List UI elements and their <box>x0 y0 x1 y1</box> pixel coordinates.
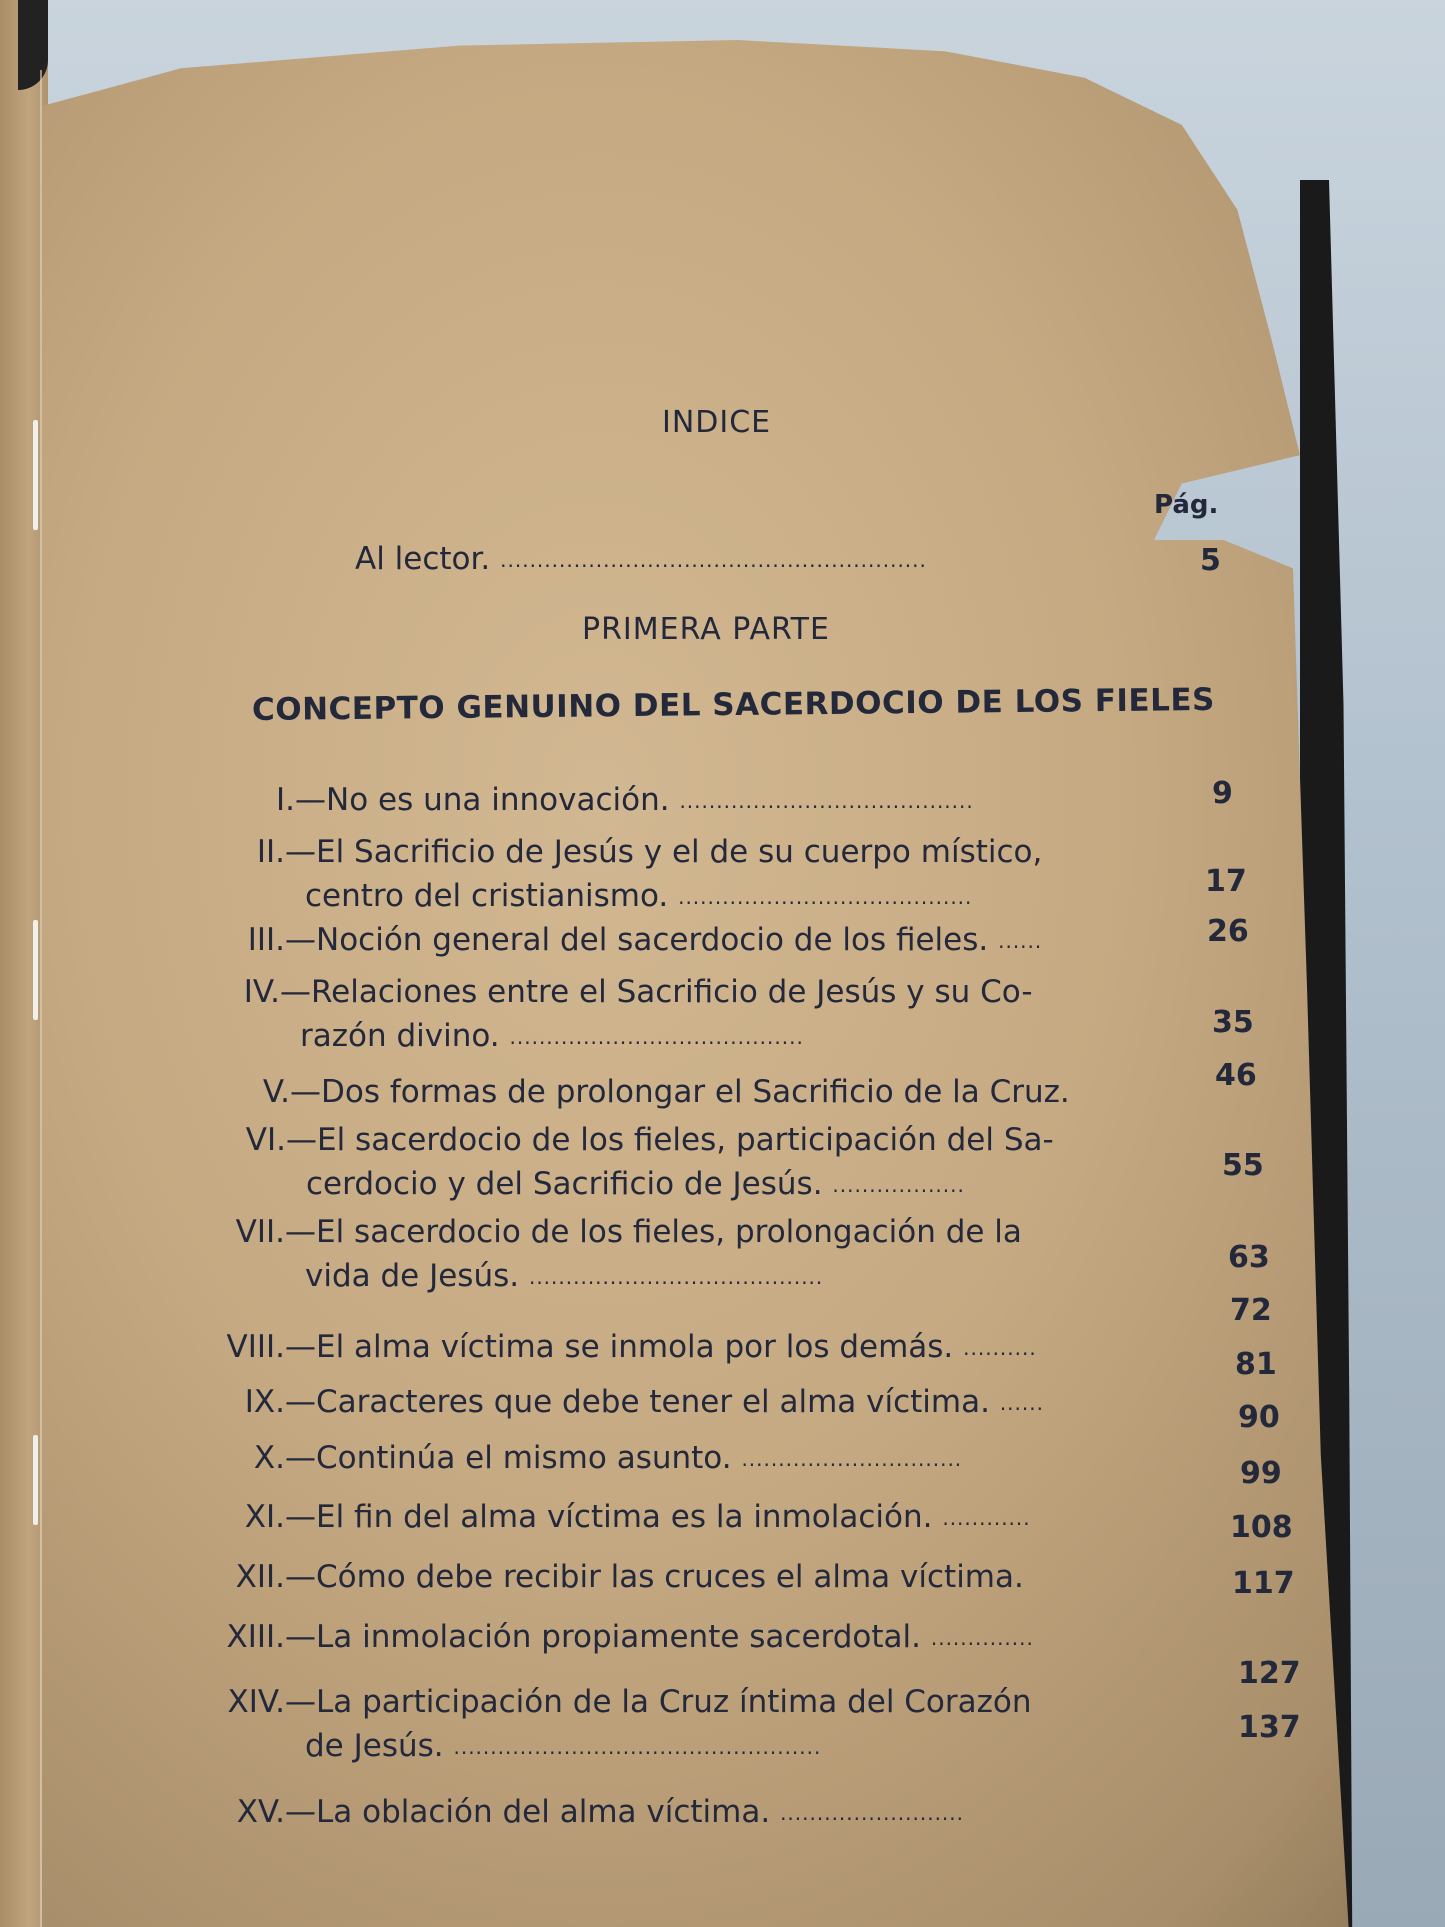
em-dash: — <box>285 1559 316 1595</box>
chapter-title: La participación de la Cruz íntima del Corazón <box>316 1684 1032 1720</box>
chapter-title: Cómo debe recibir las cruces el alma víctima. <box>316 1559 1024 1595</box>
page-number: 72 <box>1230 1293 1272 1328</box>
em-dash: — <box>285 1499 316 1535</box>
toc-entry <box>190 970 1033 1059</box>
page-number: 90 <box>1238 1400 1280 1435</box>
chapter-numeral: III. <box>247 922 285 958</box>
page-number: 35 <box>1212 1005 1254 1040</box>
toc-entry <box>175 1210 1022 1299</box>
chapter-numeral: IV. <box>243 974 280 1010</box>
chapter-numeral: IX. <box>244 1384 285 1420</box>
dot-leader: ...... <box>998 929 1043 953</box>
chapter-numeral: XIII. <box>226 1619 285 1655</box>
em-dash: — <box>285 1794 316 1830</box>
chapter-numeral: XI. <box>244 1499 285 1535</box>
chapter-title: Relaciones entre el Sacrificio de Jesús y su Co- <box>311 974 1033 1010</box>
chapter-title: Caracteres que debe tener el alma víctima. <box>316 1384 990 1420</box>
page-number: 99 <box>1240 1456 1282 1491</box>
page-number: 117 <box>1232 1566 1295 1601</box>
chapter-title: Dos formas de prolongar el Sacrificio de la Cruz. <box>321 1074 1070 1110</box>
em-dash: — <box>285 1214 316 1250</box>
page-number: 17 <box>1205 864 1247 899</box>
chapter-title-continued: vida de Jesús. <box>305 1258 520 1294</box>
page-number: 55 <box>1222 1148 1264 1183</box>
em-dash: — <box>285 834 316 870</box>
page-number: 63 <box>1228 1240 1270 1275</box>
dot-leader: ........................................ <box>453 1735 748 1759</box>
toc-entry-preface: Al lector. .......................................................... <box>355 541 927 577</box>
section-title: CONCEPTO GENUINO DEL SACERDOCIO DE LOS FIELES <box>251 681 1216 728</box>
chapter-title-continued: centro del cristianismo. <box>305 878 669 914</box>
em-dash: — <box>285 922 316 958</box>
chapter-title: La inmolación propiamente sacerdotal. <box>316 1619 921 1655</box>
page-number: 46 <box>1215 1058 1257 1093</box>
em-dash: — <box>280 974 311 1010</box>
entry-label: Al lector. <box>355 541 491 577</box>
toc-entry <box>195 830 1042 919</box>
toc-entry <box>160 1615 1034 1660</box>
dot-leader: .............................. <box>741 1447 963 1471</box>
em-dash: — <box>285 1329 316 1365</box>
chapter-numeral: VI. <box>245 1122 286 1158</box>
page-number: 137 <box>1238 1710 1301 1745</box>
em-dash: — <box>286 1122 317 1158</box>
em-dash: — <box>290 1074 321 1110</box>
em-dash: — <box>285 1684 316 1720</box>
index-title: INDICE <box>662 405 772 440</box>
toc-entry <box>190 1495 1031 1540</box>
toc-entry: XIV.—La participación de la Cruz íntima del Corazón de Jesús. .................................................. <box>160 1680 1032 1769</box>
em-dash: — <box>285 1619 316 1655</box>
chapter-numeral: VIII. <box>226 1329 285 1365</box>
chapter-numeral: VII. <box>235 1214 285 1250</box>
chapter-numeral: V. <box>262 1074 290 1110</box>
chapter-title-continued: cerdocio y del Sacrificio de Jesús. <box>306 1166 823 1202</box>
page-column-label: Pág. <box>1154 490 1219 520</box>
dot-leader: ........................................ <box>679 789 974 813</box>
chapter-title: Continúa el mismo asunto. <box>316 1440 732 1476</box>
chapter-numeral: XV. <box>236 1794 285 1830</box>
toc-entry <box>200 1070 1070 1114</box>
page-number: 9 <box>1212 776 1233 811</box>
toc-entry <box>195 918 1042 963</box>
chapter-title: El fin del alma víctima es la inmolación. <box>316 1499 933 1535</box>
dot-leader: ......................... <box>780 1801 964 1825</box>
dot-leader: ........................................ <box>528 1265 824 1289</box>
chapter-numeral: I. <box>276 782 295 818</box>
chapter-title: El Sacrificio de Jesús y el de su cuerpo místico, <box>316 834 1043 870</box>
toc-entry <box>160 1325 1037 1370</box>
page-number: 26 <box>1207 914 1249 949</box>
em-dash: — <box>285 1384 316 1420</box>
toc-entry <box>175 1555 1024 1599</box>
page-number: 108 <box>1230 1510 1293 1545</box>
chapter-title: El sacerdocio de los fieles, prolongación de la <box>316 1214 1022 1250</box>
chapter-numeral: X. <box>253 1440 285 1476</box>
toc-entry <box>195 1436 962 1481</box>
chapter-title: No es una innovación. <box>326 782 670 818</box>
chapter-title: La oblación del alma víctima. <box>316 1794 771 1830</box>
toc-entry <box>170 1790 964 1835</box>
chapter-title: Noción general del sacerdocio de los fieles. <box>316 922 989 958</box>
dot-leader: .................. <box>832 1173 965 1197</box>
chapter-numeral: XII. <box>235 1559 285 1595</box>
chapter-title-continued: de Jesús. <box>305 1728 444 1764</box>
dot-leader: ............ <box>942 1506 1031 1530</box>
page-number: 127 <box>1238 1656 1301 1691</box>
dot-leader: .............. <box>930 1626 1034 1650</box>
page-number: 81 <box>1235 1347 1277 1382</box>
toc-entry <box>190 1380 1044 1425</box>
dot-leader: ........................................ <box>509 1025 804 1049</box>
em-dash: — <box>295 782 326 818</box>
page-number: 5 <box>1200 543 1221 578</box>
dot-leader: ........................................ <box>678 885 973 909</box>
chapter-title: El alma víctima se inmola por los demás. <box>316 1329 954 1365</box>
dot-leader: ...... <box>999 1391 1044 1415</box>
chapter-numeral: XIV. <box>227 1684 285 1720</box>
toc-entry <box>205 778 974 823</box>
dot-leader: ........................................ <box>500 548 795 572</box>
em-dash: — <box>285 1440 316 1476</box>
dot-leader: .......... <box>963 1336 1037 1360</box>
chapter-numeral: II. <box>256 834 285 870</box>
part-title: PRIMERA PARTE <box>582 612 830 647</box>
toc-entry <box>196 1118 1054 1207</box>
chapter-title: El sacerdocio de los fieles, participación del Sa- <box>317 1122 1054 1158</box>
chapter-title-continued: razón divino. <box>300 1018 500 1054</box>
